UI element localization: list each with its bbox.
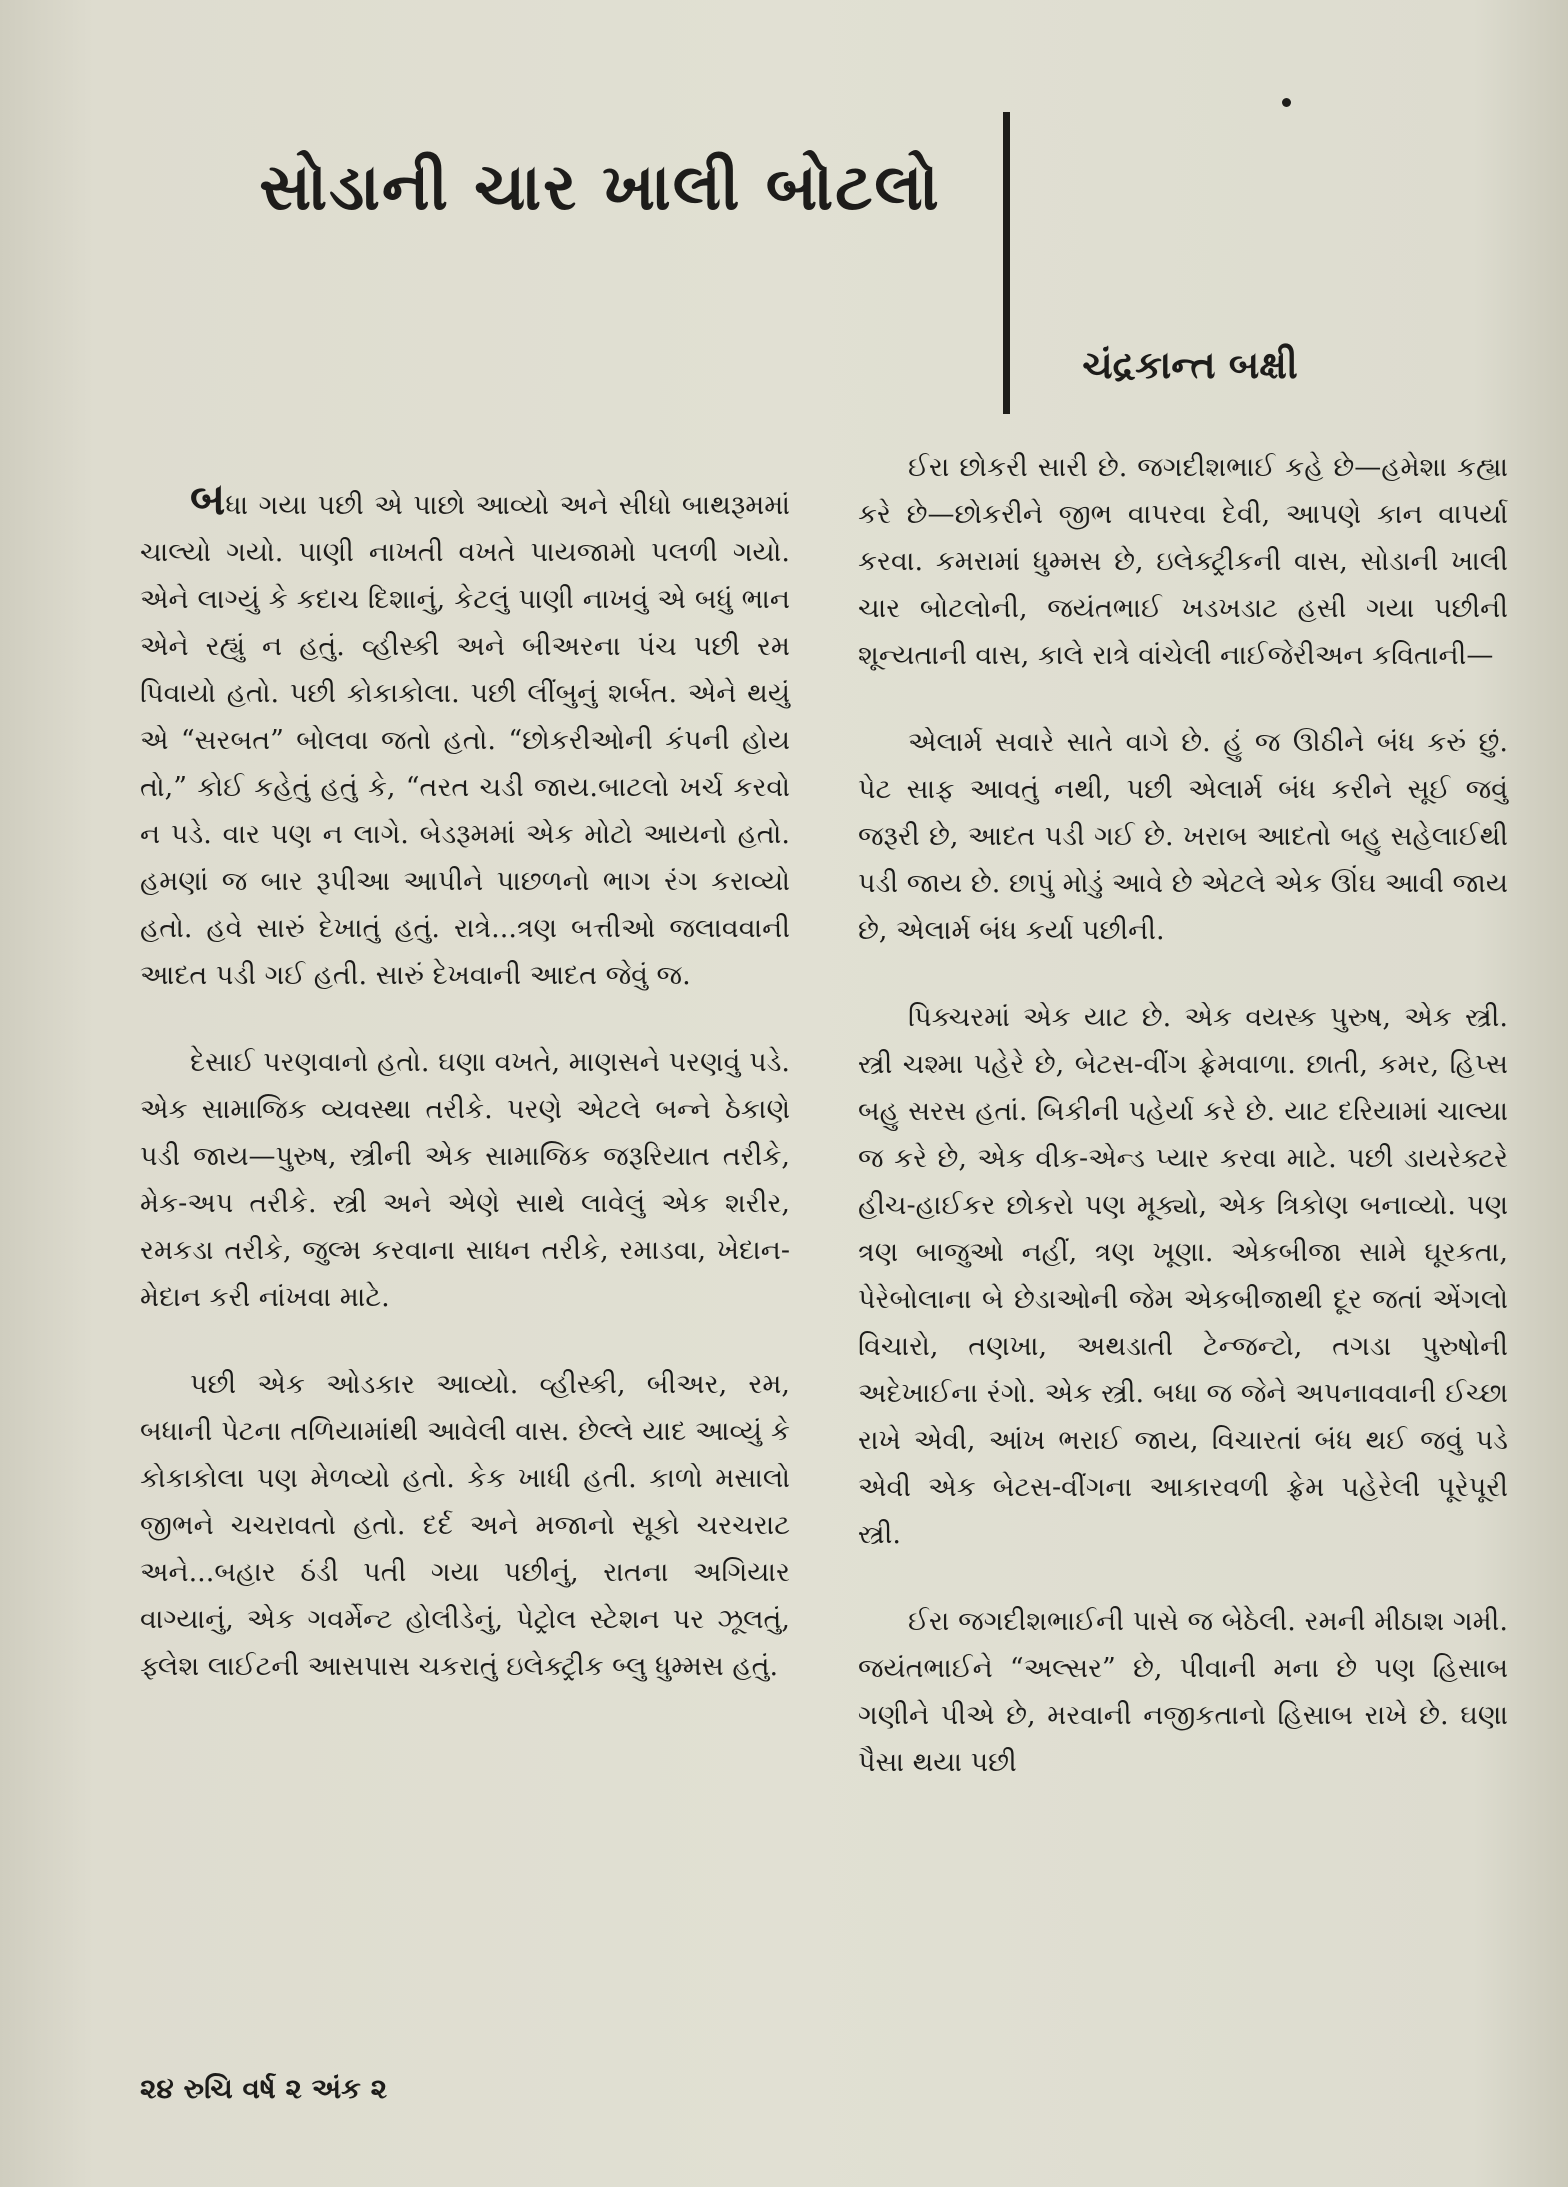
ink-dot: [1282, 98, 1291, 107]
vertical-divider: [1003, 112, 1010, 414]
paragraph-text: ધા ગયા પછી એ પાછો આવ્યો અને સીધો બાથરૂમમાં ચાલ્યો ગયો. પાણી નાખતી વખતે પાયજામો પલળી ગયો. એને લાગ્યું કે કદાચ દિશાનું, કેટલું પાણી નાખવું એ બધું ભાન એને રહ્યું ન હતું. વ્હીસ્કી અને બીઅરના પંચ પછી રમ પિવાયો હતો. પછી કોકાકોલા. પછી લીંબુનું શર્બત. એને થયું એ “સરબત” બોલવા જતો હતો. “છોકરીઓની કંપની હોય તો,” કોઈ કહેતું હતું કે, “તરત ચડી જાય.બાટલો ખર્ચ કરવો ન પડે. વાર પણ ન લાગે. બેડરૂમમાં એક મોટો આયનો હતો. હમણાં જ બાર રૂપીઆ આપીને પાછળનો ભાગ રંગ કરાવ્યો હતો. હવે સારું દેખાતું હતું. રાત્રે...ત્રણ બત્તીઓ જલાવવાની આદત પડી ગઈ હતી. સારું દેખવાની આદત જેવું જ.: [140, 490, 790, 991]
paragraph: ઈરા છોકરી સારી છે. જગદીશભાઈ કહે છે—હમેશા કહ્યા કરે છે—છોકરીને જીભ વાપરવા દેવી, આપણે કાન વાપર્યા કરવા. કમરામાં ધુમ્મસ છે, ઇલેક્ટ્રીકની વાસ, સોડાની ખાલી ચાર બોટલોની, જયંતભાઈ ખડખડાટ હસી ગયા પછીની શૂન્યતાની વાસ, કાલે રાત્રે વાંચેલી નાઈજેરીઅન કવિતાની—: [858, 452, 1508, 671]
paragraph: એલાર્મ સવારે સાતે વાગે છે. હું જ ઊઠીને બંધ કરું છું. પેટ સાફ આવતું નથી, પછી એલાર્મ બંધ કરીને સૂઈ જવું જરૂરી છે, આદત પડી ગઈ છે. ખરાબ આદતો બહુ સહેલાઈથી પડી જાય છે. છાપું મોડું આવે છે એટલે એક ઊંઘ આવી જાય છે, એલાર્મ બંધ કર્યા પછીની.: [858, 727, 1508, 946]
article-title: સોડાની ચાર ખાલી બોટલો: [259, 150, 941, 225]
paragraph: [140, 476, 790, 999]
left-column: [140, 476, 790, 1730]
page-footer: ૨૪ રુચિ વર્ષ ૨ અંક ૨: [140, 2072, 388, 2105]
paragraph: દેસાઈ પરણવાનો હતો. ઘણા વખતે, માણસને પરણવું પડે. એક સામાજિક વ્યવસ્થા તરીકે. પરણે એટલે બન્ને ઠેકાણે પડી જાય—પુરુષ, સ્ત્રીની એક સામાજિક જરૂરિયાત તરીકે, મેક-અપ તરીકે. સ્ત્રી અને એણે સાથે લાવેલું એક શરીર, રમકડા તરીકે, જુલ્મ કરવાના સાધન તરીકે, રમાડવા, ખેદાન-મેદાન કરી નાંખવા માટે.: [140, 1047, 790, 1313]
paragraph: ઈરા જગદીશભાઈની પાસે જ બેઠેલી. રમની મીઠાશ ગમી. જયંતભાઈને “અલ્સર” છે, પીવાની મના છે પણ હિસાબ ગણીને પીએ છે, મરવાની નજીકતાનો હિસાબ રાખે છે. ઘણા પૈસા થયા પછી: [858, 1606, 1508, 1778]
right-column: [858, 444, 1508, 1826]
paragraph: પછી એક ઓડકાર આવ્યો. વ્હીસ્કી, બીઅર, રમ, બધાની પેટના તળિયામાંથી આવેલી વાસ. છેલ્લે યાદ આવ્યું કે કોકાકોલા પણ મેળવ્યો હતો. કેક ખાધી હતી. કાળો મસાલો જીભને ચચરાવતો હતો. દર્દ અને મજાનો સૂકો ચરચરાટ અને...બહાર ઠંડી પતી ગયા પછીનું, રાતના અગિયાર વાગ્યાનું, એક ગવર્મેન્ટ હોલીડેનું, પેટ્રોલ સ્ટેશન પર ઝૂલતું, ફ્લેશ લાઈટની આસપાસ ચકરાતું ઇલેક્ટ્રીક બ્લુ ધુમ્મસ હતું.: [140, 1369, 790, 1682]
drop-cap: બ: [190, 474, 226, 525]
paragraph: પિક્ચરમાં એક યાટ છે. એક વયસ્ક પુરુષ, એક સ્ત્રી. સ્ત્રી ચશ્મા પહેરે છે, બેટસ-વીંગ ફ્રેમવાળા. છાતી, કમર, હિપ્સ બહુ સરસ હતાં. બિકીની પહેર્યા કરે છે. યાટ દરિયામાં ચાલ્યા જ કરે છે, એક વીક-એન્ડ પ્યાર કરવા માટે. પછી ડાયરેક્ટરે હીચ-હાઈકર છોકરો પણ મૂક્યો, એક ત્રિકોણ બનાવ્યો. પણ ત્રણ બાજુઓ નહીં, ત્રણ ખૂણા. એકબીજા સામે ઘૂરકતા, પેરેબોલાના બે છેડાઓની જેમ એકબીજાથી દૂર જતાં એંગલો વિચારો, તણખા, અથડાતી ટેન્જન્ટો, તગડા પુરુષોની અદેખાઈના રંગો. એક સ્ત્રી. બધા જ જેને અપનાવવાની ઈચ્છા રાખે એવી, આંખ ભરાઈ જાય, વિચારતાં બંધ થઈ જવું પડે એવી એક બેટસ-વીંગના આકારવળી ફ્રેમ પહેરેલી પૂરેપૂરી સ્ત્રી.: [858, 1002, 1508, 1550]
author-name: ચંદ્રકાન્ત બક્ષી: [1082, 342, 1298, 387]
